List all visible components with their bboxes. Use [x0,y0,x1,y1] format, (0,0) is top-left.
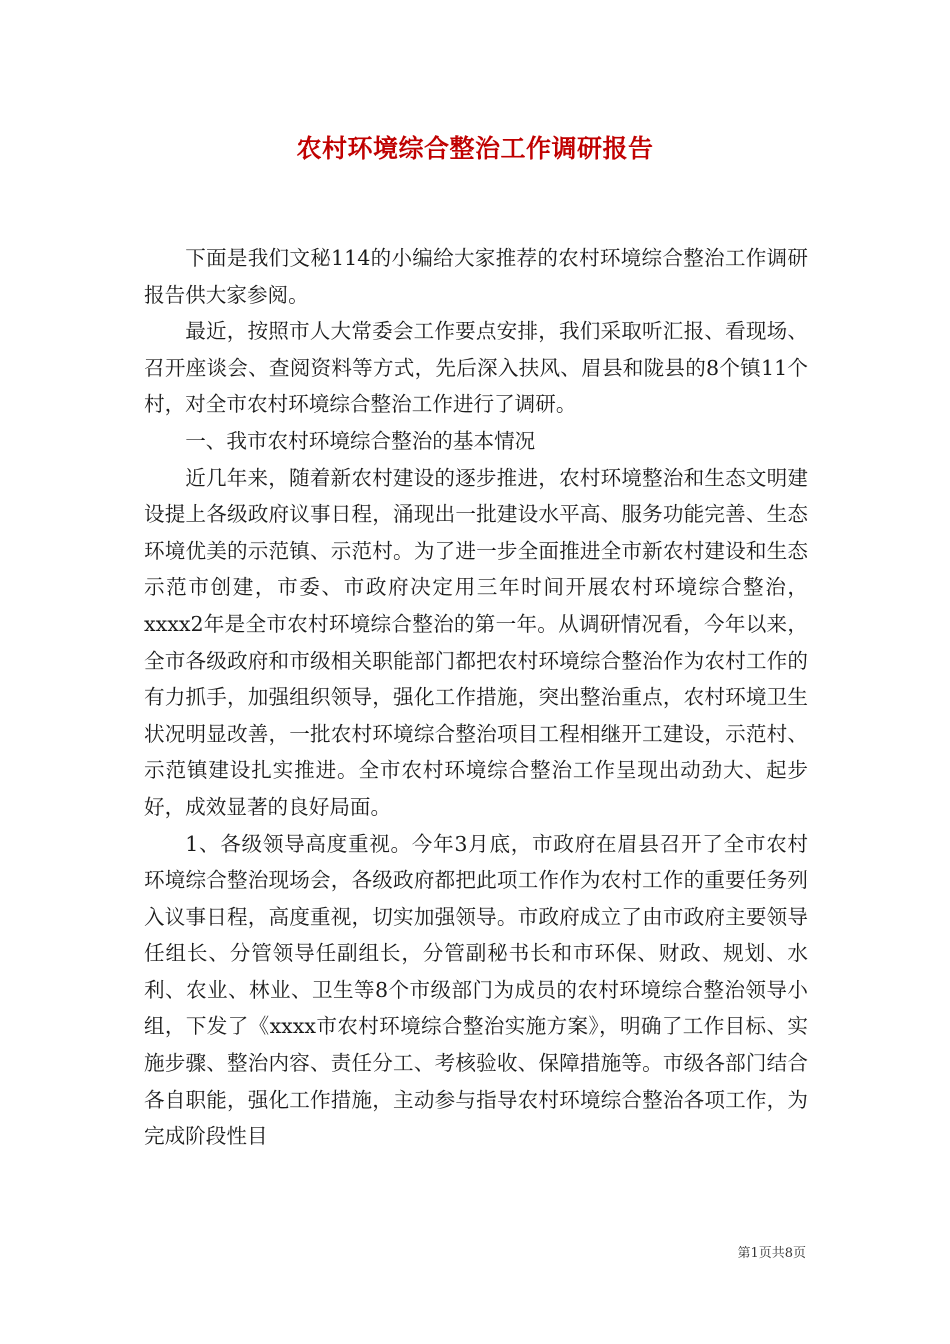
paragraph-intro: 下面是我们文秘114的小编给大家推荐的农村环境综合整治工作调研报告供大家参阅。 [144,246,808,307]
section-heading: 一、我市农村环境综合整治的基本情况 [185,428,536,453]
paragraph-recent: 最近，按照市人大常委会工作要点安排，我们采取听汇报、看现场、召开座谈会、查阅资料等方式，先后深入扶风、眉县和陇县的8个镇11个村，对全市农村环境综合整治工作进行了调研。 [144,319,808,417]
document-body [144,240,808,1155]
paragraph-overview: 近几年来，随着新农村建设的逐步推进，农村环境整治和生态文明建设提上各级政府议事日程，涌现出一批建设水平高、服务功能完善、生态环境优美的示范镇、示范村。为了进一步全面推进全市新农村建设和生态示范市创建，市委、市政府决定用三年时间开展农村环境综合整治，xxxx2年是全市农村环境综合整治的第一年。从调研情况看，今年以来，全市各级政府和市级相关职能部门都把农村环境综合整治作为农村工作的有力抓手，加强组织领导，强化工作措施，突出整治重点，农村环境卫生状况明显改善，一批农村环境综合整治项目工程相继开工建设，示范村、示范镇建设扎实推进。全市农村环境综合整治工作呈现出动劲大、起步好，成效显著的良好局面。 [144,465,808,819]
paragraph-leadership: 1、各级领导高度重视。今年3月底，市政府在眉县召开了全市农村环境综合整治现场会，各级政府都把此项工作作为农村工作的重要任务列入议事日程，高度重视，切实加强领导。市政府成立了由市政府主要领导任组长、分管领导任副组长，分管副秘书长和市环保、财政、规划、水利、农业、林业、卫生等8个市级部门为成员的农村环境综合整治领导小组，下发了《xxxx市农村环境综合整治实施方案》，明确了工作目标、实施步骤、整治内容、责任分工、考核验收、保障措施等。市级各部门结合各自职能，强化工作措施，主动参与指导农村环境综合整治各项工作，为完成阶段性目 [144,831,808,1149]
page-number: 第1页共8页 [737,1246,806,1261]
document-title: 农村环境综合整治工作调研报告 [296,134,654,163]
